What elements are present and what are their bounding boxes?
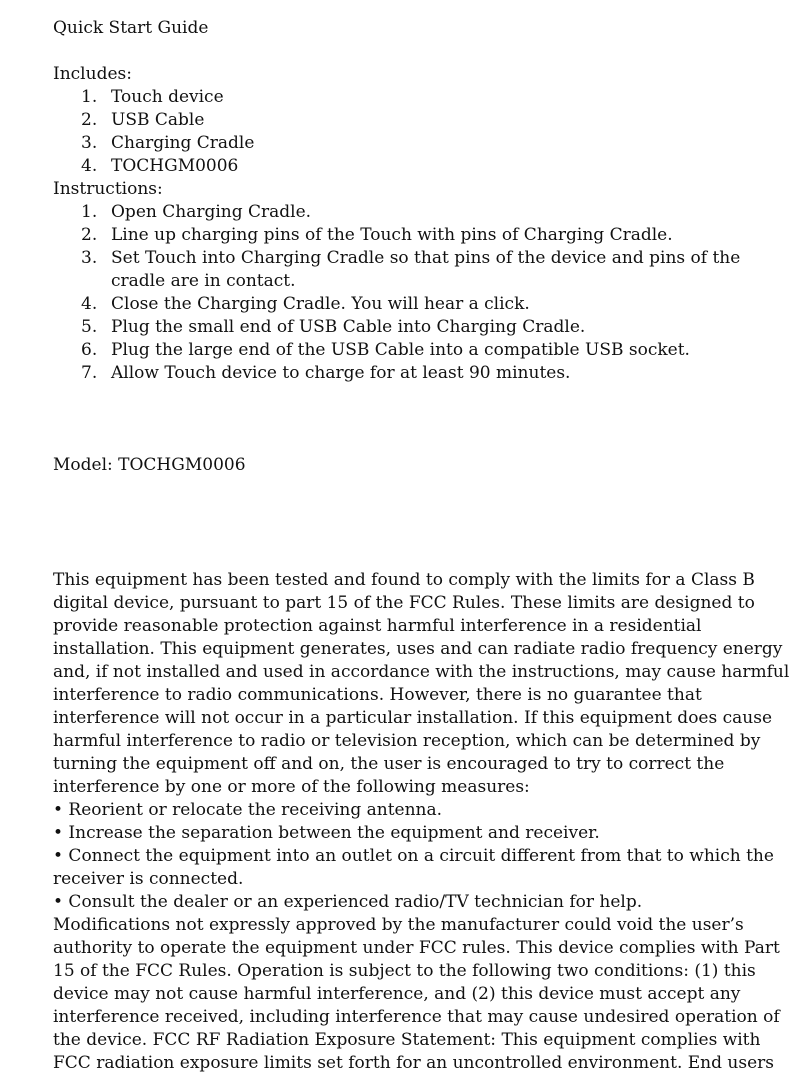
fcc-line: interference by one or more of the following measures: [53, 777, 530, 797]
model-label: Model: TOCHGM0006 [53, 455, 246, 475]
fcc-line: interference received, including interference that may cause undesired operation of [53, 1007, 780, 1027]
list-item: 6. Plug the large end of the USB Cable into a compatible USB socket. [81, 340, 690, 360]
fcc-line: the device. FCC RF Radiation Exposure Statement: This equipment complies with [53, 1030, 761, 1050]
includes-heading: Includes: [53, 64, 132, 84]
fcc-line: This equipment has been tested and found to comply with the limits for a Class B [53, 570, 755, 590]
instructions-heading: Instructions: [53, 179, 163, 199]
list-item: 7. Allow Touch device to charge for at least 90 minutes. [81, 363, 571, 383]
fcc-line: and, if not installed and used in accordance with the instructions, may cause harmful [53, 662, 790, 682]
document-title: Quick Start Guide [53, 18, 209, 38]
fcc-bullet: • Consult the dealer or an experienced radio/TV technician for help. [53, 892, 643, 912]
list-item: 3. Set Touch into Charging Cradle so that pins of the device and pins of the cradle are in contact. [81, 248, 741, 291]
fcc-line: interference will not occur in a particular installation. If this equipment does cause [53, 708, 773, 728]
fcc-line: harmful interference to radio or television reception, which can be determined by [53, 731, 761, 751]
instructions-list [53, 201, 773, 385]
list-item: 5. Plug the small end of USB Cable into Charging Cradle. [81, 317, 586, 337]
fcc-line: digital device, pursuant to part 15 of the FCC Rules. These limits are designed to [53, 593, 755, 613]
list-item: 4. TOCHGM0006 [81, 156, 239, 176]
includes-list [53, 86, 773, 178]
fcc-statement [53, 569, 790, 1075]
document-page [53, 17, 790, 1075]
fcc-line: turning the equipment off and on, the user is encouraged to try to correct the [53, 754, 725, 774]
fcc-line: device may not cause harmful interference, and (2) this device must accept any [53, 984, 741, 1004]
fcc-line: provide reasonable protection against harmful interference in a residential [53, 616, 702, 636]
fcc-bullet: • Increase the separation between the equipment and receiver. [53, 823, 600, 843]
list-item: 2. Line up charging pins of the Touch with pins of Charging Cradle. [81, 225, 673, 245]
fcc-line: authority to operate the equipment under FCC rules. This device complies with Part [53, 938, 780, 958]
fcc-line: interference to radio communications. However, there is no guarantee that [53, 685, 702, 705]
fcc-bullet: • Reorient or relocate the receiving antenna. [53, 800, 443, 820]
fcc-line: installation. This equipment generates, uses and can radiate radio frequency energy [53, 639, 783, 659]
list-item: 3. Charging Cradle [81, 133, 255, 153]
fcc-line: Modifications not expressly approved by the manufacturer could void the user’s [53, 915, 744, 935]
list-item: 1. Touch device [81, 87, 224, 107]
fcc-line: receiver is connected. [53, 869, 244, 889]
fcc-bullet: • Connect the equipment into an outlet on a circuit different from that to which the [53, 846, 774, 866]
list-item: 2. USB Cable [81, 110, 205, 130]
fcc-line: FCC radiation exposure limits set forth for an uncontrolled environment. End users [53, 1053, 774, 1073]
fcc-line: 15 of the FCC Rules. Operation is subject to the following two conditions: (1) this [53, 961, 756, 981]
list-item: 4. Close the Charging Cradle. You will hear a click. [81, 294, 530, 314]
blank-line [53, 40, 773, 63]
list-item: 1. Open Charging Cradle. [81, 202, 312, 222]
